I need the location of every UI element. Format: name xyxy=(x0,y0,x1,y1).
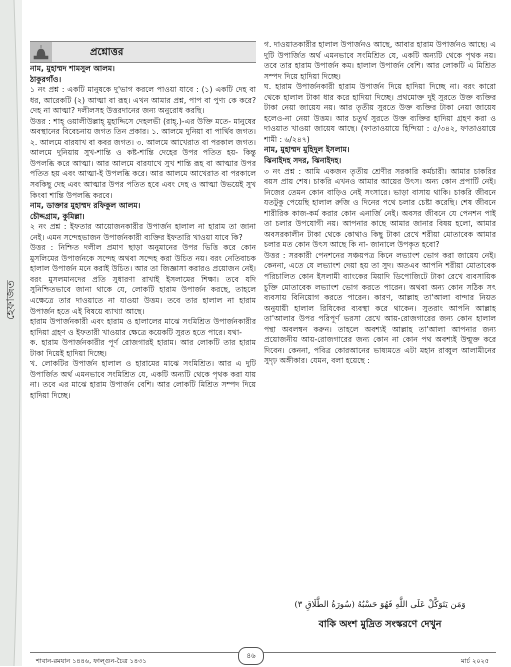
page-number: ৪৬ xyxy=(238,647,264,665)
question-2: ২ নং প্রশ্ন : ইফতার আয়োজনকারীর উপার্জন হালাল না হারাম তা জানা নেই। এমন সন্দেহভাজন উপার্জনকারী ব্যক্তির ইফতারি খাওয়া যাবে কি? xyxy=(30,222,256,242)
asker-name: নাম, মুহাম্মদ শামসুল আলম। xyxy=(30,64,115,73)
answer-2-case-a: ক. হারাম উপার্জনকারীর পূর্ণ রোজগারই হারাম। আর লোকটি তার হারাম টাকা দিয়েই হাদিয়া দিচ্ছে। xyxy=(30,338,256,358)
side-decoration xyxy=(0,0,30,666)
question-1: ১ নং প্রশ্ন : একটি মানুষকে দু'ভাগ করলে পাওয়া যাবে : (১) একটি দেহ বা ধর, আরেকটি (২) আত্মা বা রূহ। এখন আমার প্রশ্ন, পাপ বা পুণ্য কে করে? দেহ না আত্মা? দলীলসহ উত্তরদানের জন্য অনুরোধ করছি। xyxy=(30,85,256,116)
asker-location: ঠাকুরগাঁও। xyxy=(30,74,62,84)
arabic-quote: وَمَن يَتَوَكَّلْ عَلَى اللَّهِ فَهُوَ حَسْبُهُ (سُورَةُ الطَّلَاقِ ٣) xyxy=(294,600,466,610)
continued-note: বাকি অংশ মুদ্রিত সংস্করণে দেখুন xyxy=(318,619,442,630)
answer-2: উত্তর : নিশ্চিত দলীল প্রমাণ ছাড়া অনুমানের উপর ভিত্তি করে কোন মুসলিমের উপার্জনকে সন্দেহ অথবা সন্দেহ করা উচিত নয়। বরং নেতিবাচক হালাল উপার্জন মনে করাই উচিত। আর তা জিজ্ঞাসা করারও প্রয়োজন নেই। বরং মুসলমানদের প্রতি সুধারণা রাখাই ইসলামের শিক্ষা। তবে যদি সুনিশ্চিতভাবে জানা থাকে যে, লোকটি হারাম উপার্জন করছে, তাহলে এক্ষেত্রে তার দাওয়াতে না যাওয়া উত্তম। তবে তার হালাল না হারাম উপার্জন হতে এই বিষয়ে ব্যাখ্যা আছে। xyxy=(30,243,256,316)
footer-date: মার্চ ২০২৫ xyxy=(461,657,489,665)
right-column xyxy=(264,40,496,600)
magazine-logo xyxy=(3,270,25,330)
question-3: ৩ নং প্রশ্ন : আমি একজন তৃতীয় শ্রেণীর সরকারি কর্মচারী। আমার চাকরির বয়স প্রায় শেষ। চাকরি এখনও আমার আয়ের উৎস। অন্য কোন প্রপার্টি নেই। নিজের তেমন কোন বাড়িও নেই সংসারে। ভাড়া বাসায় থাকি। চাকরি জীবনে যতটুকু পেয়েছি হালাল রুজি ও দিনের পথে চলার চেষ্টা করেছি। শেষ জীবনে শারীরিক কাজ-কর্ম করার কোন এনার্জি নেই। অবসর জীবনে যে পেনশন পাই তা চলার উপযোগী নয়। আপনার কাছে আমার জানার বিষয় হলো, আমার অবসরকালীন টাকা থেকে কোথাও কিছু টাকা রেখে শরীয়া মোতাবেক আমার চলার মত কোন উৎস আছে কি না- জানালে উপকৃত হবো? xyxy=(264,166,496,250)
answer-2-case-d: ঘ. হারাম উপার্জনকারী হারাম উপার্জন দিয়ে হাদিয়া দিচ্ছে না। বরং কারো থেকে হালাল টাকা ধার করে হাদিয়া দিচ্ছে। প্রথমোক্ত দুই সুরতে উক্ত ব্যক্তির টাকা নেয়া জায়েয নয়। আর তৃতীয় সুরতে উক্ত ব্যক্তির টাকা নেয়া জায়েয হলেও-না নেয়া উত্তম। আর চতুর্থ সুরতে উক্ত ব্যক্তির হাদিয়া গ্রহণ করা ও দাওয়াত খাওয়া জায়েয আছে। (ফাতাওয়ায়ে হিন্দিয়া : ৫/৩৪২, ফাতাওয়ায়ে শামী : ৬/২৪৭) xyxy=(264,82,496,144)
asker-location: চৌদ্দগ্রাম, কুমিল্লা। xyxy=(30,211,85,221)
answer-3: উত্তর : সরকারী পেনশনের সঞ্চয়পত্র কিনে লভ্যাংশ ভোগ করা জায়েয নেই। কেননা, এতে যে লভ্যাংশ দেয়া হয় তা সুদ। অতএব আপনি শরীয়া মোতাবেক পরিচালিত কোন ইসলামী ব্যাংকের মিয়াদি ডিপোজিটে টাকা রেখে ব্যবসায়িক চুক্তি মোতাবেক লভ্যাংশ ভোগ করতে পারেন। অথবা অন্য কোন সঠিক সৎ ব্যবসায় বিনিয়োগ করতে পারেন। কারণ, আল্লাহ তা'আলা বান্দার নিয়ত অনুযায়ী হালাল রিযিকের ব্যবস্থা করে থাকেন। সুতরাং আপনি আল্লাহ তা'আলার উপর পরিপূর্ণ ভরসা রেখে আয়-রোজগারের জন্য কোন হালাল পন্থা অবলম্বন করুন। তাহলে অবশ্যই আল্লাহ তা'আলা আপনার জন্য প্রয়োজনীয় আয়-রোজগারের জন্য কোন না কোন পথ অবশ্যই উন্মুক্ত করে দিবেন। কেননা, পবিত্র কোরআনের ভাষ্যমতে এটা মহান রাব্বুল আলামীনের সুদৃঢ় অঙ্গীকার। যেমন, বলা হয়েছে : xyxy=(264,250,496,366)
footer-issue: শাবান-রমযান ১৪৪৬, ফাল্গুন-চৈত্র ১৪৩১ xyxy=(36,657,147,665)
asker-name: নাম, ডাক্তার মুহাম্মদ রফিকুল আলম। xyxy=(30,201,141,211)
answer-2-cont: হারাম উপার্জনকারী এবং হারাম ও হালালের মাঝে সংমিশ্রিত উপার্জনকারীর হাদিয়া গ্রহণ ও ইফতারী খাওয়ার ক্ষেত্রে কয়েকটি সুরত হতে পারে। যথা- xyxy=(30,317,256,337)
section-title: প্রশ্নোত্তর xyxy=(90,47,124,58)
logo-mark: হেফাজত xyxy=(4,280,17,320)
answer-2-case-c: গ. দাওয়াতকারীর হালাল উপার্জনও আছে, আবার হারাম উপার্জনও আছে। এ দুটি উপার্জিত অর্থ এমনভাবে সংমিশ্রিত যে, একটি অন্যটি থেকে পৃথক নয়। তবে তার হারাম উপার্জন কম। হালাল উপার্জন বেশি। আর লোকটি এ মিশ্রিত সম্পদ দিয়ে হাদিয়া দিচ্ছে। xyxy=(264,40,496,81)
asker-name: নাম, মুহাম্মদ মুহিদুল ইসলাম। xyxy=(264,145,350,155)
mosque-icon xyxy=(30,42,52,62)
section-header xyxy=(30,41,256,63)
left-column xyxy=(30,64,256,612)
answer-2-case-b: খ. লোকটির উপার্জন হালাল ও হারামের মাঝে সংমিশ্রিত। আর এ দুটি উপার্জিত অর্থ এমনভাবে সংমিশ্রিত যে, একটি অন্যটি থেকে পৃথক করা যায় না। তবে এর মাঝে হারাম উপার্জন বেশি। আর লোকটি মিশ্রিত সম্পদ দিয়ে হাদিয়া দিচ্ছে। xyxy=(30,359,256,400)
asker-location: ঝিনাইদহ সদর, ঝিনাইদহ। xyxy=(264,156,342,166)
answer-1: উত্তর : শাহ্ ওয়ালীউল্লাহ্ মুহাদ্দিসে দেহলভী (রাহ্.)-এর উক্তি মতে- মানুষের অবস্থানের বিবেচনায় জগত তিন প্রকার। ১. আলমে দুনিয়া বা পার্থিব জগত। ২. আলমে বারযাখ বা কবর জগত। ৩. আলমে আখেরাত বা পরকাল জগত। আলমে দুনিয়ায় সুখ-শান্তি ও কষ্ট-শান্তি দেহের উপর পতিত হয়- কিন্তু উপলব্ধি করে আত্মা। আর আলমে বারযাখে সুখ শান্তি রূহ বা আত্মার উপর পতিত হয় এবং আত্মা-ই উপলব্ধি করে। আর আলমে আখেরাত বা পরকালে সবকিছু দেহ এবং আত্মার উপর পতিত হবে এবং দেহ ও আত্মা উভয়েই সুখ কিংবা শান্তি উপলব্ধি করবে। xyxy=(30,116,256,200)
